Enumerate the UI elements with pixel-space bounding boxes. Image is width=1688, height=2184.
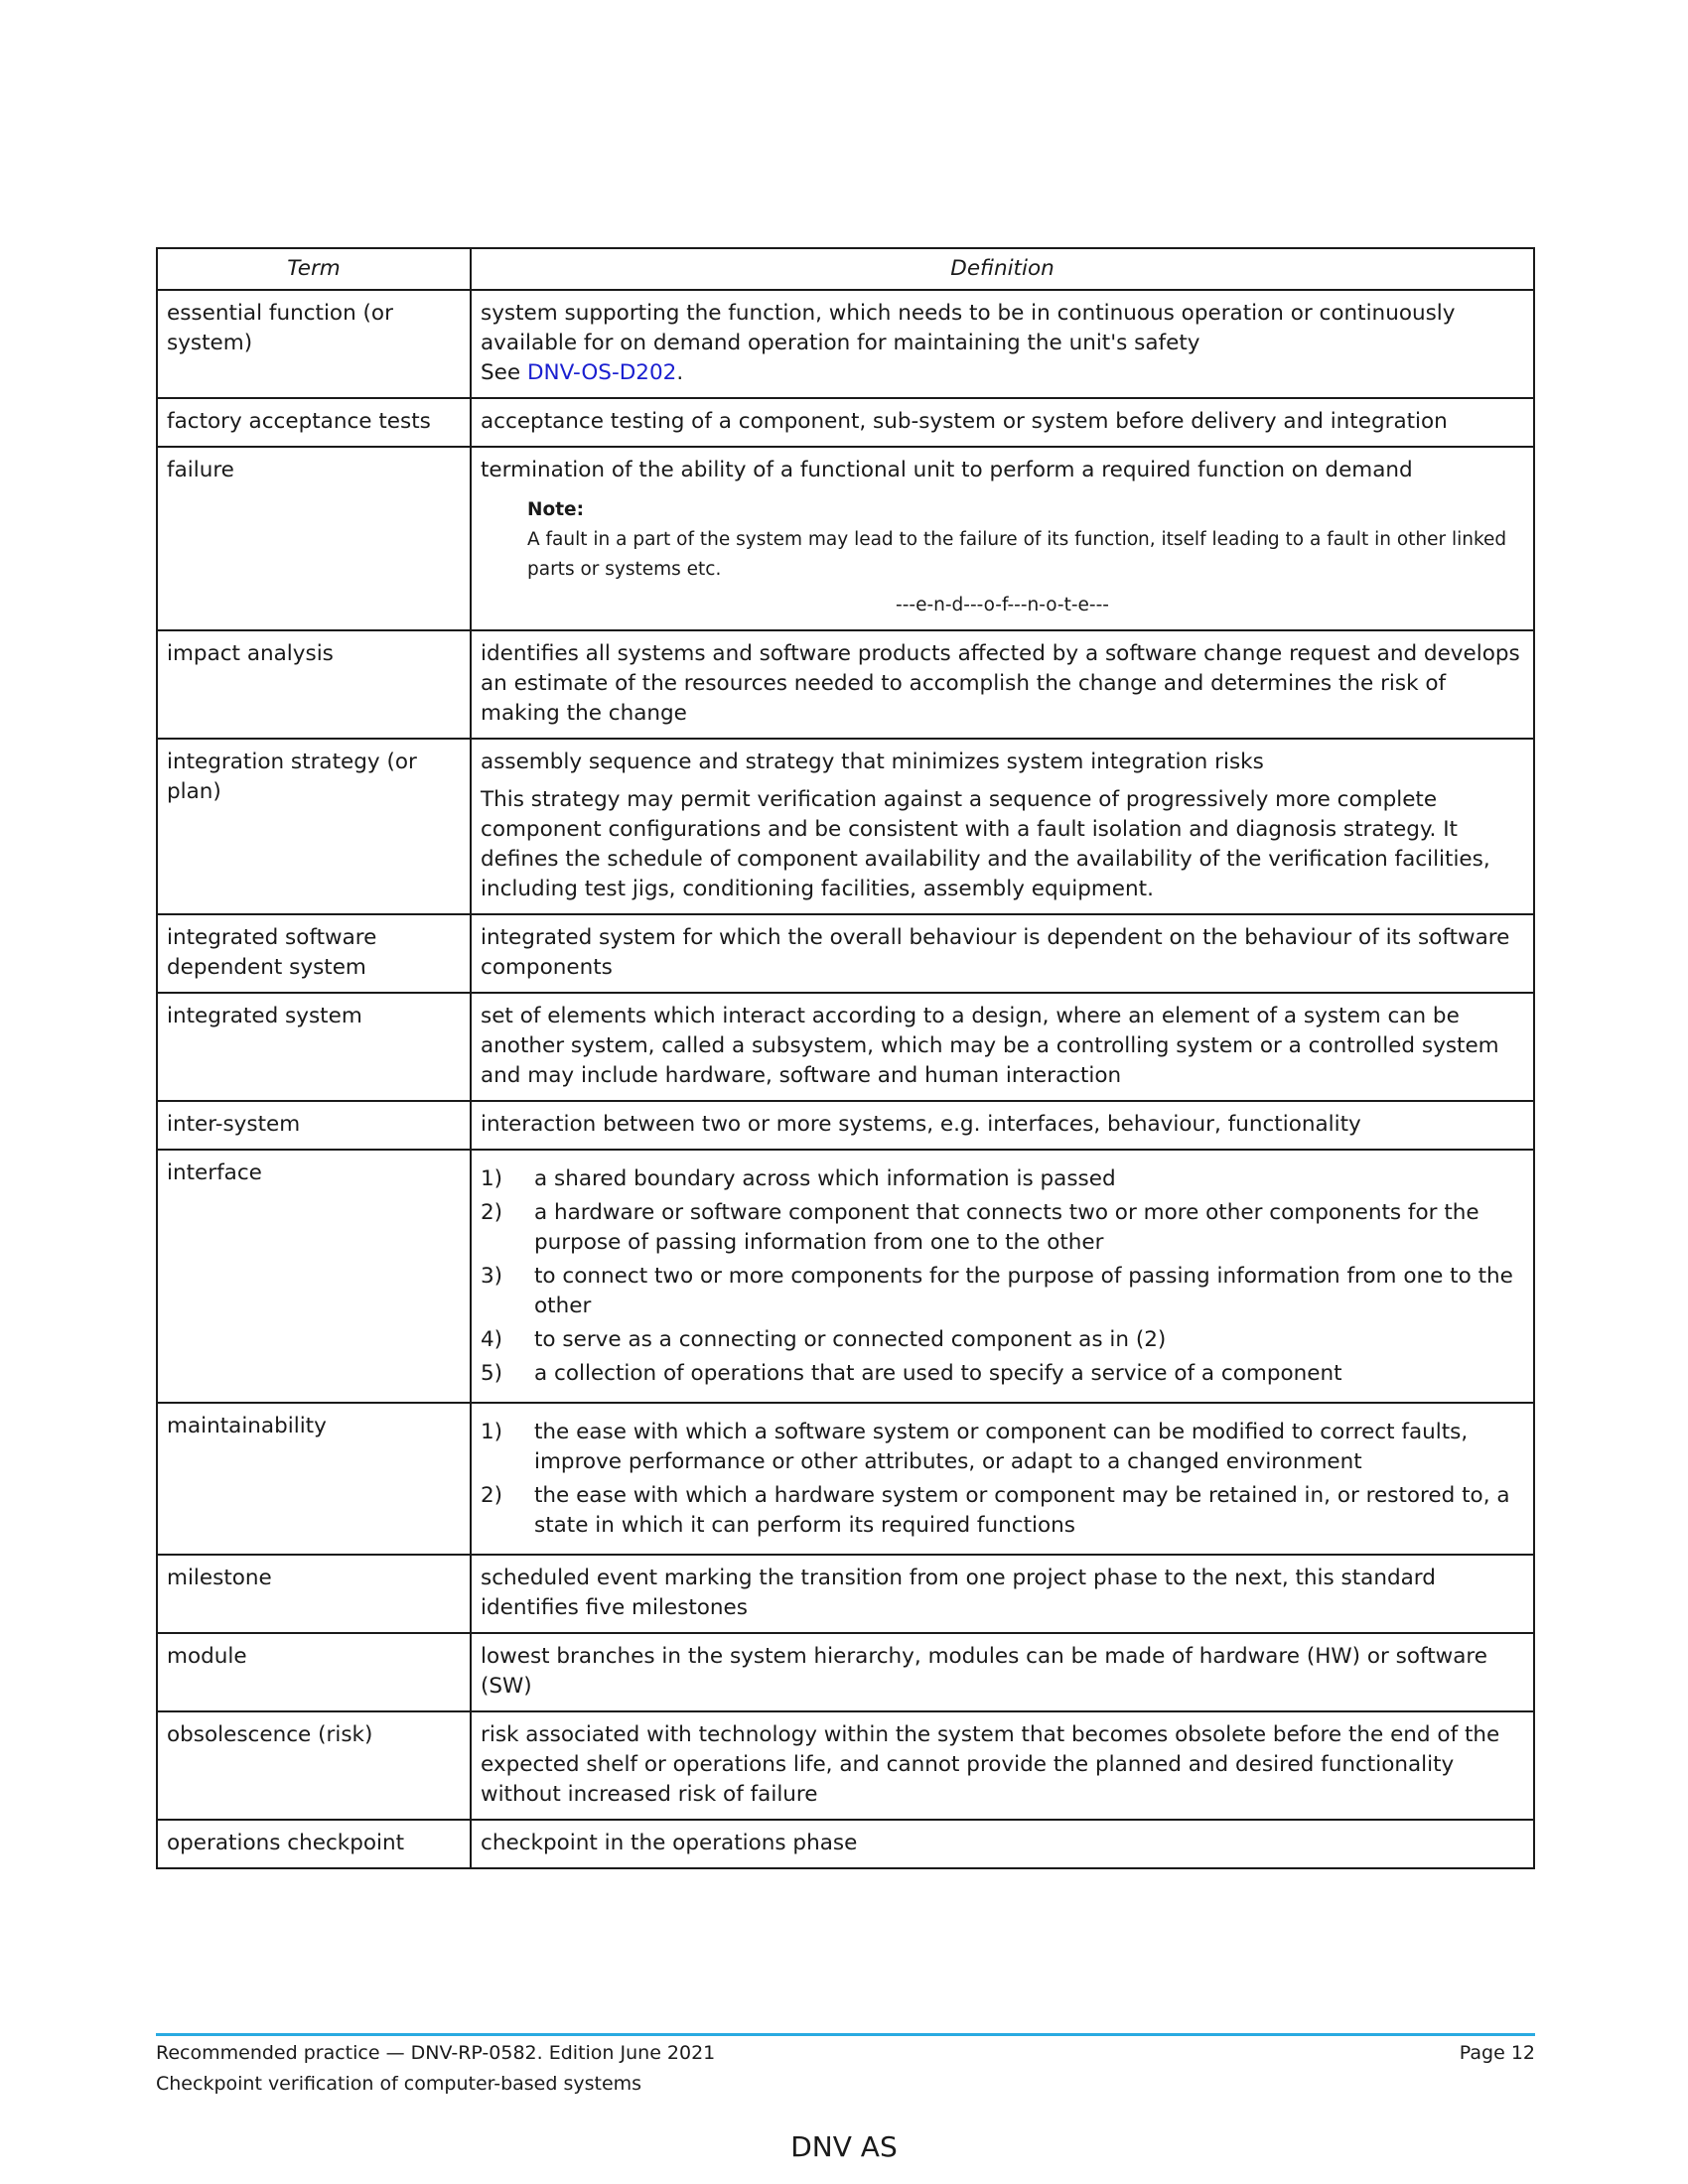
list-text: a shared boundary across which information is passed (534, 1166, 1116, 1191)
footer-document-subtitle: Checkpoint verification of computer-based systems (156, 2073, 642, 2095)
list-number: 3) (481, 1264, 503, 1289)
definition-text: system supporting the function, which needs to be in continuous operation or continuously available for on demand operation for maintaining the unit's safety (481, 301, 1456, 355)
definition-cell: interaction between two or more systems, e.g. interfaces, behaviour, functionality (471, 1101, 1534, 1150)
table-row (157, 739, 1534, 914)
definition-cell (471, 1150, 1534, 1403)
term-cell: factory acceptance tests (157, 398, 471, 447)
definitions-table (156, 247, 1535, 1869)
note-heading: Note: (527, 499, 584, 520)
definition-cell: lowest branches in the system hierarchy, modules can be made of hardware (HW) or software (SW) (471, 1633, 1534, 1711)
footer-rule (156, 2033, 1535, 2036)
table-row (157, 1150, 1534, 1403)
list-text: the ease with which a software system or component can be modified to correct faults, improve performance or other attributes, or adapt to a changed environment (534, 1420, 1469, 1474)
term-cell: module (157, 1633, 471, 1711)
table-row (157, 398, 1534, 447)
list-text: the ease with which a hardware system or component may be retained in, or restored to, a state in which it can perform its required functions (534, 1483, 1510, 1538)
table-row (157, 1711, 1534, 1820)
definition-cell: set of elements which interact according to a design, where an element of a system can be another system, called a subsystem, which may be a controlling system or a controlled system and may include hardware, software and human interaction (471, 993, 1534, 1101)
definition-text: assembly sequence and strategy that minimizes system integration risks (481, 750, 1264, 774)
definition-cell (471, 739, 1534, 914)
numbered-list (481, 1164, 1524, 1389)
list-item (481, 1164, 1524, 1194)
see-prefix: See (481, 360, 527, 385)
definition-cell (471, 447, 1534, 630)
term-cell: integration strategy (or plan) (157, 739, 471, 914)
table-row (157, 1101, 1534, 1150)
table-row (157, 1555, 1534, 1633)
term-cell: interface (157, 1150, 471, 1403)
page-number: Page 12 (1459, 2042, 1535, 2064)
dnv-os-d202-link[interactable]: DNV-OS-D202 (526, 360, 677, 385)
definition-cell: checkpoint in the operations phase (471, 1820, 1534, 1868)
term-cell: integrated software dependent system (157, 914, 471, 993)
definition-text-extra: This strategy may permit verification against a sequence of progressively more complete component configurations and be consistent with a fault isolation and diagnosis strategy. It defines the schedule of component availability and the availability of the verification facilities, including test jigs, conditioning facilities, assembly equipment. (481, 787, 1490, 901)
table-row (157, 1820, 1534, 1868)
table-row (157, 290, 1534, 398)
footer-document-title: Recommended practice — DNV-RP-0582. Edition June 2021 (156, 2042, 716, 2064)
definition-cell: identifies all systems and software products affected by a software change request and develops an estimate of the resources needed to accomplish the change and determines the risk of making the change (471, 630, 1534, 739)
company-name: DNV AS (790, 2130, 898, 2163)
term-cell: essential function (or system) (157, 290, 471, 398)
term-cell: milestone (157, 1555, 471, 1633)
term-cell: maintainability (157, 1403, 471, 1555)
header-definition: Definition (471, 248, 1534, 290)
list-text: to connect two or more components for the purpose of passing information from one to the other (534, 1264, 1513, 1318)
definition-cell: acceptance testing of a component, sub-system or system before delivery and integration (471, 398, 1534, 447)
list-number: 1) (481, 1166, 503, 1191)
list-item (481, 1325, 1524, 1355)
term-cell: integrated system (157, 993, 471, 1101)
definition-text: termination of the ability of a functional unit to perform a required function on demand (481, 458, 1413, 482)
definition-cell: scheduled event marking the transition from one project phase to the next, this standard identifies five milestones (471, 1555, 1534, 1633)
table-row (157, 630, 1534, 739)
see-suffix: . (676, 360, 684, 385)
list-text: a hardware or software component that connects two or more other components for the purpose of passing information from one to the other (534, 1200, 1479, 1255)
table-row (157, 993, 1534, 1101)
table-row (157, 447, 1534, 630)
note-end-marker: ---e-n-d---o-f---n-o-t-e--- (896, 595, 1109, 615)
term-cell: inter-system (157, 1101, 471, 1150)
definition-cell: integrated system for which the overall behaviour is dependent on the behaviour of its software components (471, 914, 1534, 993)
table-row (157, 914, 1534, 993)
term-cell: obsolescence (risk) (157, 1711, 471, 1820)
table-row (157, 1633, 1534, 1711)
list-item (481, 1418, 1524, 1477)
list-text: a collection of operations that are used to specify a service of a component (534, 1361, 1342, 1386)
table-row (157, 1403, 1534, 1555)
list-text: to serve as a connecting or connected component as in (2) (534, 1327, 1167, 1352)
term-cell: failure (157, 447, 471, 630)
numbered-list (481, 1418, 1524, 1541)
term-cell: impact analysis (157, 630, 471, 739)
definition-cell: risk associated with technology within the system that becomes obsolete before the end of the expected shelf or operations life, and cannot provide the planned and desired functionality without increased risk of failure (471, 1711, 1534, 1820)
definition-cell (471, 290, 1534, 398)
list-item (481, 1262, 1524, 1321)
list-item (481, 1359, 1524, 1389)
list-item (481, 1198, 1524, 1258)
list-item (481, 1481, 1524, 1541)
list-number: 1) (481, 1420, 503, 1444)
term-cell: operations checkpoint (157, 1820, 471, 1868)
table-header-row (157, 248, 1534, 290)
list-number: 5) (481, 1361, 503, 1386)
list-number: 4) (481, 1327, 503, 1352)
note-block (527, 495, 1524, 585)
list-number: 2) (481, 1483, 503, 1508)
note-text: A fault in a part of the system may lead to the failure of its function, itself leading to a fault in other linked parts or systems etc. (527, 529, 1507, 580)
definition-cell (471, 1403, 1534, 1555)
header-term: Term (157, 248, 471, 290)
list-number: 2) (481, 1200, 503, 1225)
